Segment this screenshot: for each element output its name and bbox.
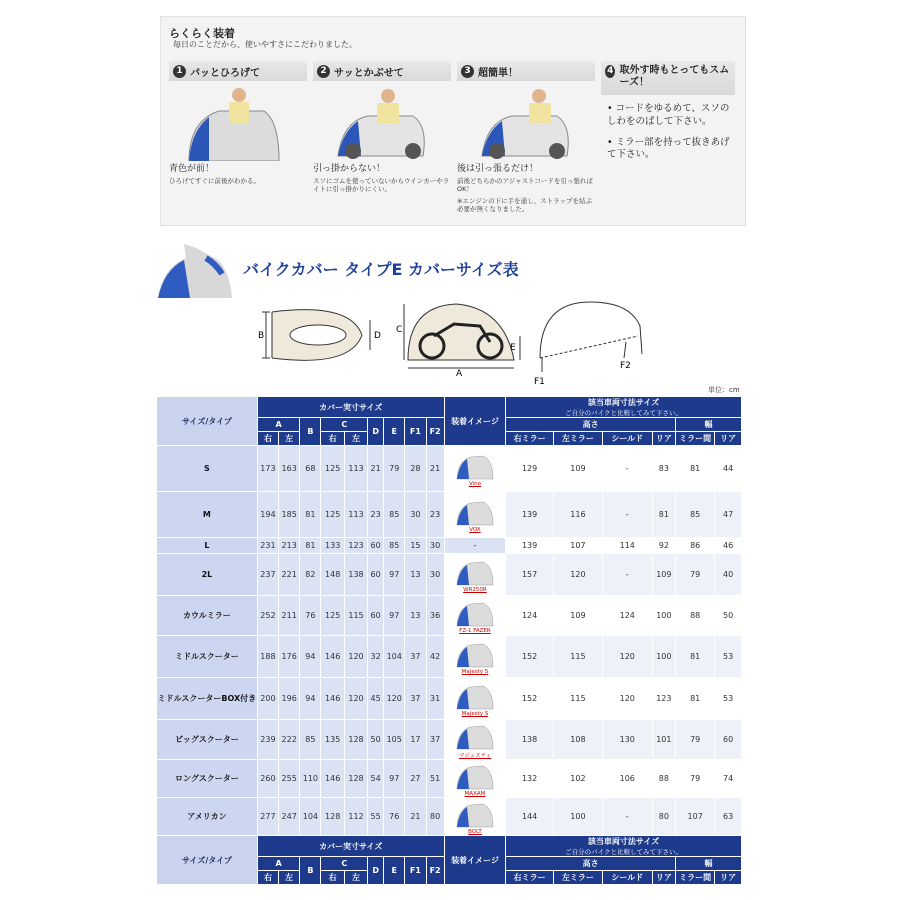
svg-text:B: B bbox=[258, 331, 265, 341]
cover-size-cell: 138 bbox=[344, 554, 367, 596]
cover-size-cell: 37 bbox=[405, 636, 426, 678]
vehicle-size-cell: 101 bbox=[652, 720, 675, 760]
size-cell: ミドルスクーター bbox=[157, 636, 258, 678]
vehicle-size-cell: - bbox=[602, 492, 652, 538]
vehicle-size-cell: 107 bbox=[676, 798, 715, 836]
vehicle-size-cell: 120 bbox=[602, 678, 652, 720]
vehicle-size-cell: - bbox=[602, 446, 652, 492]
cover-size-cell: 21 bbox=[405, 798, 426, 836]
model-link[interactable]: Majesty S bbox=[461, 669, 489, 675]
cover-size-cell: 21 bbox=[368, 446, 384, 492]
fit-image-cell bbox=[444, 636, 506, 678]
step-3 bbox=[457, 61, 595, 214]
unit-label: 単位：cm bbox=[708, 386, 740, 394]
cover-size-cell: 128 bbox=[344, 760, 367, 798]
size-cell: M bbox=[157, 492, 258, 538]
cover-size-cell: 211 bbox=[279, 596, 300, 636]
vehicle-size-cell: 60 bbox=[715, 720, 742, 760]
cover-size-cell: 196 bbox=[279, 678, 300, 720]
cover-size-cell: 173 bbox=[257, 446, 278, 492]
footer-c-right: 右 bbox=[321, 871, 344, 885]
table-row bbox=[157, 596, 742, 636]
vehicle-size-cell: 152 bbox=[506, 678, 554, 720]
cover-size-cell: 213 bbox=[279, 538, 300, 554]
step-title: 超簡単！ bbox=[478, 67, 518, 79]
cover-size-cell: 128 bbox=[321, 798, 344, 836]
cover-size-cell: 76 bbox=[384, 798, 405, 836]
model-link[interactable]: MAXAM bbox=[464, 791, 486, 797]
vehicle-size-cell: 53 bbox=[715, 678, 742, 720]
cover-size-cell: 188 bbox=[257, 636, 278, 678]
model-link[interactable]: Vino bbox=[468, 481, 481, 487]
cover-size-cell: 54 bbox=[368, 760, 384, 798]
footer-vehicle-size: 該当車両寸法サイズ ご自分のバイクと比較してみて下さい。 bbox=[506, 836, 742, 857]
table-row bbox=[157, 554, 742, 596]
vehicle-size-cell: 88 bbox=[652, 760, 675, 798]
cover-size-cell: 221 bbox=[279, 554, 300, 596]
vehicle-size-cell: 92 bbox=[652, 538, 675, 554]
fit-image-cell bbox=[444, 720, 506, 760]
cover-size-cell: 37 bbox=[426, 720, 444, 760]
model-link[interactable]: BOLT bbox=[468, 829, 482, 835]
footer-d: D bbox=[368, 857, 384, 885]
vehicle-size-cell: - bbox=[602, 554, 652, 596]
cover-size-cell: 85 bbox=[300, 720, 321, 760]
size-table bbox=[156, 396, 742, 885]
step-note: スソにゴムを使っていないからウインカーやライトに引っ掛かりにくい。 bbox=[313, 177, 450, 194]
vehicle-size-cell: 40 bbox=[715, 554, 742, 596]
vehicle-size-cell: 108 bbox=[554, 720, 603, 760]
header-shield: シールド bbox=[602, 432, 652, 446]
cover-size-cell: 247 bbox=[279, 798, 300, 836]
cover-size-cell: 27 bbox=[405, 760, 426, 798]
fit-image-cell bbox=[444, 678, 506, 720]
cover-size-cell: 125 bbox=[321, 492, 344, 538]
cover-size-cell: 17 bbox=[405, 720, 426, 760]
cover-size-cell: 125 bbox=[321, 446, 344, 492]
model-link[interactable]: Majesty S bbox=[461, 711, 489, 717]
cover-size-cell: 23 bbox=[426, 492, 444, 538]
vehicle-size-cell: 63 bbox=[715, 798, 742, 836]
vehicle-size-cell: 109 bbox=[554, 596, 603, 636]
cover-size-cell: 260 bbox=[257, 760, 278, 798]
step-number: 2 bbox=[317, 65, 330, 78]
cover-size-cell: 237 bbox=[257, 554, 278, 596]
step-illustration bbox=[457, 81, 595, 161]
vehicle-size-cell: 80 bbox=[652, 798, 675, 836]
vehicle-size-cell: 139 bbox=[506, 538, 554, 554]
table-row bbox=[157, 678, 742, 720]
step-title: サッとかぶせて bbox=[334, 67, 404, 79]
fit-image-cell bbox=[444, 596, 506, 636]
step-2 bbox=[313, 61, 451, 194]
cover-size-cell: 80 bbox=[426, 798, 444, 836]
footer-rear: リア bbox=[652, 871, 675, 885]
step-note: ひろげてすぐに前後がわかる。 bbox=[169, 177, 260, 185]
vehicle-size-cell: 81 bbox=[676, 678, 715, 720]
footer-image: 装着イメージ bbox=[444, 836, 506, 885]
footer-shield: シールド bbox=[602, 871, 652, 885]
footer-mirror-width: ミラー間 bbox=[676, 871, 715, 885]
cover-size-cell: 60 bbox=[368, 538, 384, 554]
vehicle-size-cell: 100 bbox=[554, 798, 603, 836]
fit-image-cell: - bbox=[444, 538, 506, 554]
footer-c: C bbox=[321, 857, 368, 871]
cover-size-cell: 42 bbox=[426, 636, 444, 678]
vehicle-size-cell: 107 bbox=[554, 538, 603, 554]
footer-a-left: 左 bbox=[279, 871, 300, 885]
cover-size-cell: 37 bbox=[405, 678, 426, 720]
header-f2: F2 bbox=[426, 418, 444, 446]
footer-height: 高さ bbox=[506, 857, 676, 871]
install-guide-panel bbox=[160, 16, 746, 226]
cover-size-cell: 50 bbox=[368, 720, 384, 760]
footer-a: A bbox=[257, 857, 299, 871]
vehicle-size-cell: 109 bbox=[652, 554, 675, 596]
footer-width: 幅 bbox=[676, 857, 742, 871]
cover-size-cell: 105 bbox=[384, 720, 405, 760]
cover-size-cell: 36 bbox=[426, 596, 444, 636]
side-view-diagram bbox=[394, 296, 534, 376]
cover-size-cell: 94 bbox=[300, 678, 321, 720]
vehicle-size-cell: 157 bbox=[506, 554, 554, 596]
header-right-mirror: 右ミラー bbox=[506, 432, 554, 446]
step-title: 取外す時もとってもスムーズ！ bbox=[619, 65, 730, 88]
step-illustration bbox=[313, 81, 451, 161]
footer-right-mirror: 右ミラー bbox=[506, 871, 554, 885]
covered-bike-thumbnail bbox=[455, 558, 495, 586]
header-vehicle-size: 該当車両寸法サイズ ご自分のバイクと比較してみて下さい。 bbox=[506, 397, 742, 418]
cover-size-cell: 97 bbox=[384, 760, 405, 798]
model-link[interactable]: VOX bbox=[469, 527, 481, 533]
step-number: 3 bbox=[461, 65, 474, 78]
cover-size-cell: 85 bbox=[384, 538, 405, 554]
footer-rear-width: リア bbox=[715, 871, 742, 885]
vehicle-size-cell: 81 bbox=[676, 446, 715, 492]
header-a: A bbox=[257, 418, 299, 432]
cover-size-cell: 45 bbox=[368, 678, 384, 720]
cover-size-cell: 30 bbox=[426, 554, 444, 596]
covered-bike-thumbnail bbox=[455, 640, 495, 668]
cover-size-cell: 120 bbox=[344, 636, 367, 678]
step-note: 前後どちらかのアジャストコードを引っ張ればOK！ bbox=[457, 177, 593, 194]
covered-bike-thumbnail bbox=[455, 452, 495, 480]
header-rear-width: リア bbox=[715, 432, 742, 446]
table-row bbox=[157, 760, 742, 798]
vehicle-size-cell: 124 bbox=[602, 596, 652, 636]
cover-size-cell: 113 bbox=[344, 492, 367, 538]
size-cell: カウルミラー bbox=[157, 596, 258, 636]
vehicle-size-cell: 120 bbox=[602, 636, 652, 678]
header-a-left: 左 bbox=[279, 432, 300, 446]
step-illustration bbox=[169, 81, 307, 161]
header-rear: リア bbox=[652, 432, 675, 446]
vehicle-size-cell: 106 bbox=[602, 760, 652, 798]
page-heading: バイクカバー タイプE カバーサイズ表 bbox=[243, 260, 519, 279]
vehicle-size-cell: 130 bbox=[602, 720, 652, 760]
cover-size-cell: 120 bbox=[384, 678, 405, 720]
svg-text:F1: F1 bbox=[534, 377, 545, 387]
vehicle-size-cell: 132 bbox=[506, 760, 554, 798]
vehicle-size-cell: 100 bbox=[652, 596, 675, 636]
cover-size-cell: 51 bbox=[426, 760, 444, 798]
covered-bike-thumbnail bbox=[455, 498, 495, 526]
vehicle-size-cell: 109 bbox=[554, 446, 603, 492]
cover-size-cell: 81 bbox=[300, 538, 321, 554]
cover-size-cell: 28 bbox=[405, 446, 426, 492]
cover-size-cell: 252 bbox=[257, 596, 278, 636]
table-row bbox=[157, 492, 742, 538]
svg-text:D: D bbox=[374, 331, 381, 341]
model-link[interactable]: FZ-1 FAZER bbox=[459, 628, 491, 634]
fit-image-cell bbox=[444, 446, 506, 492]
cover-size-cell: 185 bbox=[279, 492, 300, 538]
vehicle-size-cell: 74 bbox=[715, 760, 742, 798]
cover-size-cell: 194 bbox=[257, 492, 278, 538]
cover-size-cell: 31 bbox=[426, 678, 444, 720]
vehicle-size-cell: 81 bbox=[652, 492, 675, 538]
cover-size-cell: 200 bbox=[257, 678, 278, 720]
cover-size-cell: 148 bbox=[321, 554, 344, 596]
covered-bike-thumbnail bbox=[455, 599, 495, 627]
cover-size-cell: 97 bbox=[384, 554, 405, 596]
cover-size-cell: 60 bbox=[368, 596, 384, 636]
bullet-item: • コードをゆるめて、スソのしわをのばして下さい。 bbox=[607, 103, 730, 127]
cover-size-cell: 146 bbox=[321, 678, 344, 720]
table-row bbox=[157, 636, 742, 678]
vehicle-size-cell: 116 bbox=[554, 492, 603, 538]
vehicle-size-cell: 50 bbox=[715, 596, 742, 636]
vehicle-size-cell: 46 bbox=[715, 538, 742, 554]
cover-size-cell: 255 bbox=[279, 760, 300, 798]
model-link[interactable]: マジェスティ bbox=[458, 753, 492, 759]
footer-f1: F1 bbox=[405, 857, 426, 885]
vehicle-size-cell: - bbox=[602, 798, 652, 836]
vehicle-size-cell: 100 bbox=[652, 636, 675, 678]
header-e: E bbox=[384, 418, 405, 446]
vehicle-size-cell: 114 bbox=[602, 538, 652, 554]
vehicle-size-cell: 129 bbox=[506, 446, 554, 492]
cover-size-cell: 68 bbox=[300, 446, 321, 492]
vehicle-size-cell: 115 bbox=[554, 678, 603, 720]
fit-image-cell bbox=[444, 492, 506, 538]
vehicle-size-cell: 53 bbox=[715, 636, 742, 678]
rear-view-diagram bbox=[530, 296, 660, 388]
cover-size-cell: 32 bbox=[368, 636, 384, 678]
cover-size-cell: 135 bbox=[321, 720, 344, 760]
vehicle-size-cell: 139 bbox=[506, 492, 554, 538]
cover-size-cell: 81 bbox=[300, 492, 321, 538]
cover-size-cell: 76 bbox=[300, 596, 321, 636]
covered-bike-thumbnail bbox=[455, 682, 495, 710]
footer-e: E bbox=[384, 857, 405, 885]
vehicle-size-cell: 88 bbox=[676, 596, 715, 636]
header-size-type: サイズ/タイプ bbox=[157, 397, 258, 446]
step-number: 4 bbox=[605, 65, 615, 78]
header-cover-size: カバー実寸サイズ bbox=[257, 397, 444, 418]
header-left-mirror: 左ミラー bbox=[554, 432, 603, 446]
cover-size-cell: 110 bbox=[300, 760, 321, 798]
cover-size-cell: 13 bbox=[405, 596, 426, 636]
bullet-item: • ミラー部を持って抜きあげて下さい。 bbox=[607, 136, 730, 161]
table-row bbox=[157, 720, 742, 760]
cover-size-cell: 163 bbox=[279, 446, 300, 492]
cover-size-cell: 123 bbox=[344, 538, 367, 554]
cover-size-cell: 239 bbox=[257, 720, 278, 760]
cover-size-cell: 112 bbox=[344, 798, 367, 836]
vehicle-size-cell: 138 bbox=[506, 720, 554, 760]
table-row bbox=[157, 446, 742, 492]
vehicle-size-cell: 124 bbox=[506, 596, 554, 636]
vehicle-size-cell: 79 bbox=[676, 720, 715, 760]
fit-image-cell bbox=[444, 554, 506, 596]
cover-size-cell: 146 bbox=[321, 760, 344, 798]
cover-size-cell: 97 bbox=[384, 596, 405, 636]
cover-size-cell: 82 bbox=[300, 554, 321, 596]
fit-image-cell bbox=[444, 760, 506, 798]
header-c: C bbox=[321, 418, 368, 432]
header-f1: F1 bbox=[405, 418, 426, 446]
cover-size-cell: 30 bbox=[405, 492, 426, 538]
header-mirror-width: ミラー間 bbox=[676, 432, 715, 446]
footer-size-type: サイズ/タイプ bbox=[157, 836, 258, 885]
vehicle-size-cell: 120 bbox=[554, 554, 603, 596]
vehicle-size-cell: 123 bbox=[652, 678, 675, 720]
svg-text:F2: F2 bbox=[620, 361, 631, 371]
vehicle-size-cell: 79 bbox=[676, 554, 715, 596]
vehicle-size-cell: 115 bbox=[554, 636, 603, 678]
size-cell: L bbox=[157, 538, 258, 554]
covered-bike-thumbnail bbox=[455, 762, 495, 790]
guide-title: らくらく装着 bbox=[169, 27, 235, 40]
step-1 bbox=[169, 61, 307, 185]
header-image: 装着イメージ bbox=[444, 397, 506, 446]
table-row bbox=[157, 798, 742, 836]
cover-size-cell: 125 bbox=[321, 596, 344, 636]
vehicle-size-cell: 79 bbox=[676, 760, 715, 798]
cover-size-cell: 55 bbox=[368, 798, 384, 836]
cover-size-cell: 104 bbox=[384, 636, 405, 678]
step-title: パッとひろげて bbox=[190, 67, 260, 79]
cover-size-cell: 15 bbox=[405, 538, 426, 554]
model-link[interactable]: WR250R bbox=[463, 587, 487, 593]
size-cell: 2L bbox=[157, 554, 258, 596]
top-view-diagram bbox=[250, 300, 390, 370]
svg-text:C: C bbox=[396, 325, 403, 335]
size-cell: ビッグスクーター bbox=[157, 720, 258, 760]
step-number: 1 bbox=[173, 65, 186, 78]
cover-size-cell: 146 bbox=[321, 636, 344, 678]
vehicle-size-cell: 144 bbox=[506, 798, 554, 836]
cover-size-cell: 21 bbox=[426, 446, 444, 492]
fit-image-cell bbox=[444, 798, 506, 836]
cover-size-cell: 13 bbox=[405, 554, 426, 596]
cover-size-cell: 231 bbox=[257, 538, 278, 554]
vehicle-size-cell: 86 bbox=[676, 538, 715, 554]
covered-bike-thumbnail bbox=[455, 800, 495, 828]
cover-size-cell: 176 bbox=[279, 636, 300, 678]
vehicle-size-cell: 152 bbox=[506, 636, 554, 678]
cover-size-cell: 30 bbox=[426, 538, 444, 554]
vehicle-size-cell: 102 bbox=[554, 760, 603, 798]
header-height: 高さ bbox=[506, 418, 676, 432]
step-caption: 青色が前！ bbox=[169, 164, 215, 174]
vehicle-size-cell: 47 bbox=[715, 492, 742, 538]
guide-subtitle: 毎日のことだから、使いやすさにこだわりました。 bbox=[173, 40, 357, 49]
size-cell: S bbox=[157, 446, 258, 492]
footer-cover-size: カバー実寸サイズ bbox=[257, 836, 444, 857]
cover-size-cell: 128 bbox=[344, 720, 367, 760]
footer-c-left: 左 bbox=[344, 871, 367, 885]
step-caption: 引っ掛からない！ bbox=[313, 164, 386, 174]
vehicle-size-cell: 81 bbox=[676, 636, 715, 678]
header-c-left: 左 bbox=[344, 432, 367, 446]
cover-size-cell: 79 bbox=[384, 446, 405, 492]
vehicle-size-cell: 83 bbox=[652, 446, 675, 492]
header-c-right: 右 bbox=[321, 432, 344, 446]
svg-text:A: A bbox=[456, 369, 463, 376]
header-d: D bbox=[368, 418, 384, 446]
vehicle-size-cell: 44 bbox=[715, 446, 742, 492]
header-width: 幅 bbox=[676, 418, 742, 432]
vehicle-size-cell: 85 bbox=[676, 492, 715, 538]
cover-size-cell: 120 bbox=[344, 678, 367, 720]
cover-size-cell: 277 bbox=[257, 798, 278, 836]
cover-size-cell: 60 bbox=[368, 554, 384, 596]
svg-text:E: E bbox=[510, 343, 516, 353]
step-note-extra: ※エンジンの下に手を通し、ストラップを結ぶ必要が無くなりました。 bbox=[457, 196, 592, 214]
cover-size-cell: 85 bbox=[384, 492, 405, 538]
cover-size-cell: 23 bbox=[368, 492, 384, 538]
cover-size-cell: 104 bbox=[300, 798, 321, 836]
header-b: B bbox=[300, 418, 321, 446]
cover-size-cell: 94 bbox=[300, 636, 321, 678]
footer-a-right: 右 bbox=[257, 871, 278, 885]
size-cell: アメリカン bbox=[157, 798, 258, 836]
footer-left-mirror: 左ミラー bbox=[554, 871, 603, 885]
header-a-right: 右 bbox=[257, 432, 278, 446]
cover-size-cell: 222 bbox=[279, 720, 300, 760]
cover-size-cell: 113 bbox=[344, 446, 367, 492]
cover-size-cell: 133 bbox=[321, 538, 344, 554]
step-4 bbox=[601, 61, 735, 162]
footer-b: B bbox=[300, 857, 321, 885]
bike-cover-logo bbox=[156, 238, 236, 300]
step-caption: 後は引っ張るだけ！ bbox=[457, 164, 539, 174]
table-row bbox=[157, 538, 742, 554]
size-cell: ミドルスクーターBOX付き bbox=[157, 678, 258, 720]
size-cell: ロングスクーター bbox=[157, 760, 258, 798]
cover-size-cell: 115 bbox=[344, 596, 367, 636]
footer-f2: F2 bbox=[426, 857, 444, 885]
covered-bike-thumbnail bbox=[455, 722, 495, 750]
